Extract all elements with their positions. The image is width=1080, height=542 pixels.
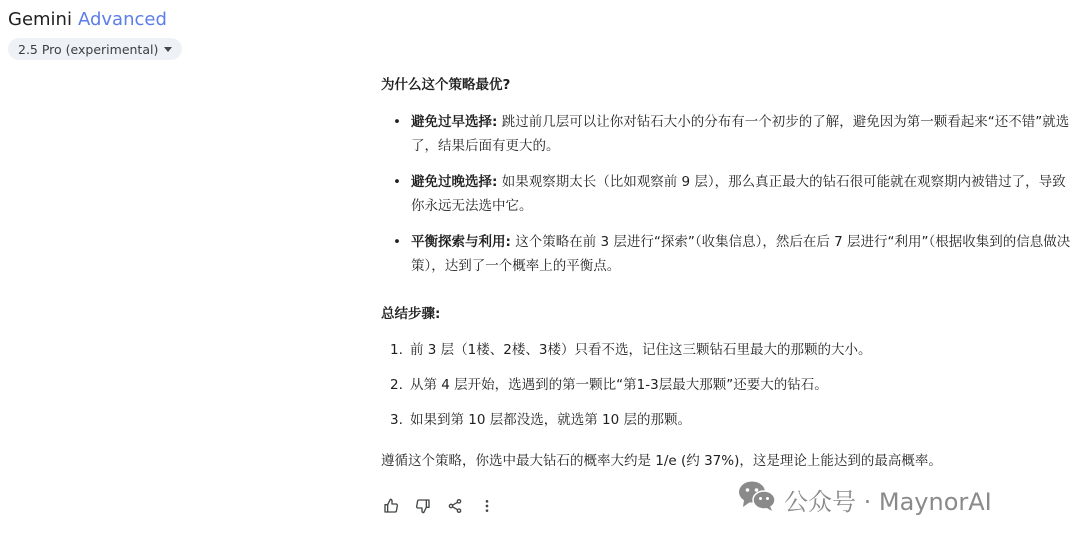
step-number: 2.	[390, 377, 403, 393]
steps-list	[381, 339, 1071, 444]
list-item	[381, 230, 1071, 278]
why-heading: 为什么这个策略最优?	[381, 77, 511, 93]
model-selector[interactable]	[8, 38, 182, 60]
step-number: 1.	[390, 342, 403, 358]
step-number: 3.	[390, 412, 403, 428]
bullet-text: 跳过前几层可以让你对钻石大小的分布有一个初步的了解，避免因为第一颗看起来“还不错”就选了，结果后面有更大的。	[411, 114, 1070, 154]
brand-name: Gemini	[8, 9, 72, 30]
list-item	[381, 170, 1071, 218]
bullet-label: 平衡探索与利用:	[411, 234, 511, 250]
thumb-down-icon[interactable]	[413, 496, 433, 516]
more-vert-icon[interactable]	[477, 496, 497, 516]
share-icon[interactable]	[445, 496, 465, 516]
bullet-label: 避免过早选择:	[411, 114, 498, 130]
list-item	[381, 110, 1071, 158]
wechat-icon	[738, 480, 776, 518]
app-title	[8, 9, 167, 31]
caret-down-icon	[164, 47, 172, 52]
bullet-text: 如果观察期太长（比如观察前 9 层），那么真正最大的钻石很可能就在观察期内被错过了，导致你永远无法选中它。	[411, 174, 1066, 214]
thumb-up-icon[interactable]	[381, 496, 401, 516]
bullet-text: 这个策略在前 3 层进行“探索”（收集信息），然后在后 7 层进行“利用”（根据收集到的信息做决策），达到了一个概率上的平衡点。	[411, 234, 1071, 274]
brand-tier: Advanced	[77, 9, 167, 30]
conclusion-text: 遵循这个策略，你选中最大钻石的概率大约是 1/e (约 37%)，这是理论上能达到的最高概率。	[381, 453, 942, 469]
step-text: 从第 4 层开始，选遇到的第一颗比“第1-3层最大那颗”还要大的钻石。	[410, 377, 828, 393]
reason-list	[381, 110, 1071, 290]
model-label: 2.5 Pro (experimental)	[18, 41, 159, 57]
step-text: 前 3 层（1楼、2楼、3楼）只看不选，记住这三颗钻石里最大的那颗的大小。	[410, 342, 872, 358]
summary-heading: 总结步骤:	[381, 306, 441, 322]
bullet-label: 避免过晚选择:	[411, 174, 498, 190]
list-item	[381, 409, 1071, 431]
watermark-text: 公众号 · MaynorAI	[784, 487, 992, 516]
watermark	[738, 480, 992, 518]
step-text: 如果到第 10 层都没选，就选第 10 层的那颗。	[410, 412, 692, 428]
list-item	[381, 374, 1071, 396]
list-item	[381, 339, 1071, 361]
response-actions	[381, 496, 497, 516]
